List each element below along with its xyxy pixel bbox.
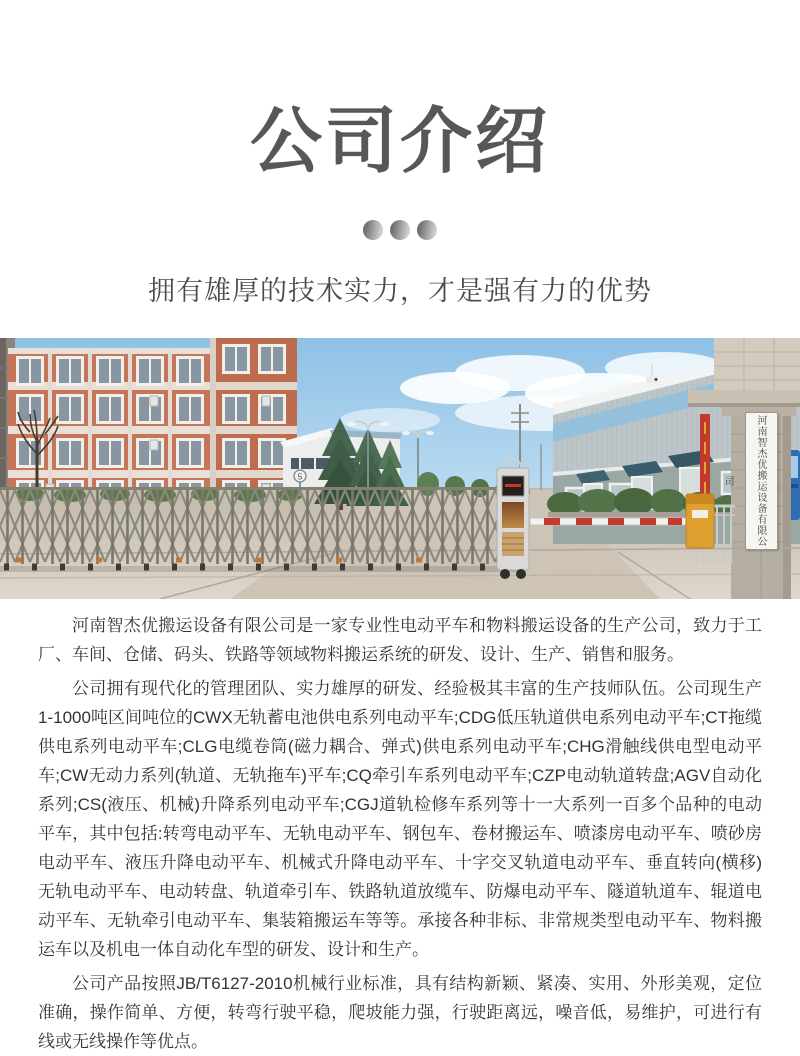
intro-text-section [0,599,800,1056]
divider-dot [417,220,437,240]
title-divider-dots [0,220,800,240]
svg-text:5: 5 [297,472,303,482]
intro-paragraph: 公司拥有现代化的管理团队、实力雄厚的研发、经验极其丰富的生产技师队伍。公司现生产1-1000吨区间吨位的CWX无轨蓄电池供电系列电动平车;CDG低压轨道供电系列电动平车;CT拖缆供电系列电动平车;CLG电缆卷筒(磁力耦合、弹式)供电系列电动平车;CHG滑触线供电型电动平车;CW无动力系列(轨道、无轨拖车)平车;CQ牵引车系列电动平车;CZP电动轨道转盘;AGV自动化系列;CS(液压、机械)升降系列电动平车;CGJ道轨检修车系列等十一大系列一百多个品种的电动平车，其中包括:转弯电动平车、无轨电动平车、钢包车、卷材搬运车、喷漆房电动平车、喷砂房电动平车、液压升降电动平车、机械式升降电动平车、十字交叉轨道电动平车、垂直转向(横移)无轨电动平车、电动转盘、轨道牵引车、铁路轨道放缆车、防爆电动平车、隧道轨道车、辊道电动平车、无轨牵引电动平车、集装箱搬运车等等。承接各种非标、非常规类型电动平车、物料搬运车以及机电一体自动化车型的研发、设计和生产。 [38,679,762,960]
divider-dot [363,220,383,240]
intro-paragraph: 河南智杰优搬运设备有限公司是一家专业性电动平车和物料搬运设备的生产公司，致力于工厂、车间、仓储、码头、铁路等领域物料搬运系统的研发、设计、生产、销售和服务。 [38,616,762,665]
gate-motor-unit [497,459,529,579]
page-subtitle: 拥有雄厚的技术实力，才是强有力的优势 [148,276,652,306]
intro-paragraph: 公司产品按照JB/T6127-2010机械行业标准，具有结构新颖、紧凑、实用、外形美观，定位准确，操作简单、方便，转弯行驶平稳，爬坡能力强，行驶距离远，噪音低，易维护，可进行有线或无线操作等优点。 [38,974,762,1052]
page-title: 公司介绍 [249,102,550,182]
office-building [8,338,297,510]
divider-dot [390,220,410,240]
company-entrance-photo [0,338,800,599]
company-gate-sign: 河南智杰优搬运设备有限公司 [745,412,778,550]
entrance-scene-illustration [0,338,800,599]
retractable-gate [0,487,526,572]
